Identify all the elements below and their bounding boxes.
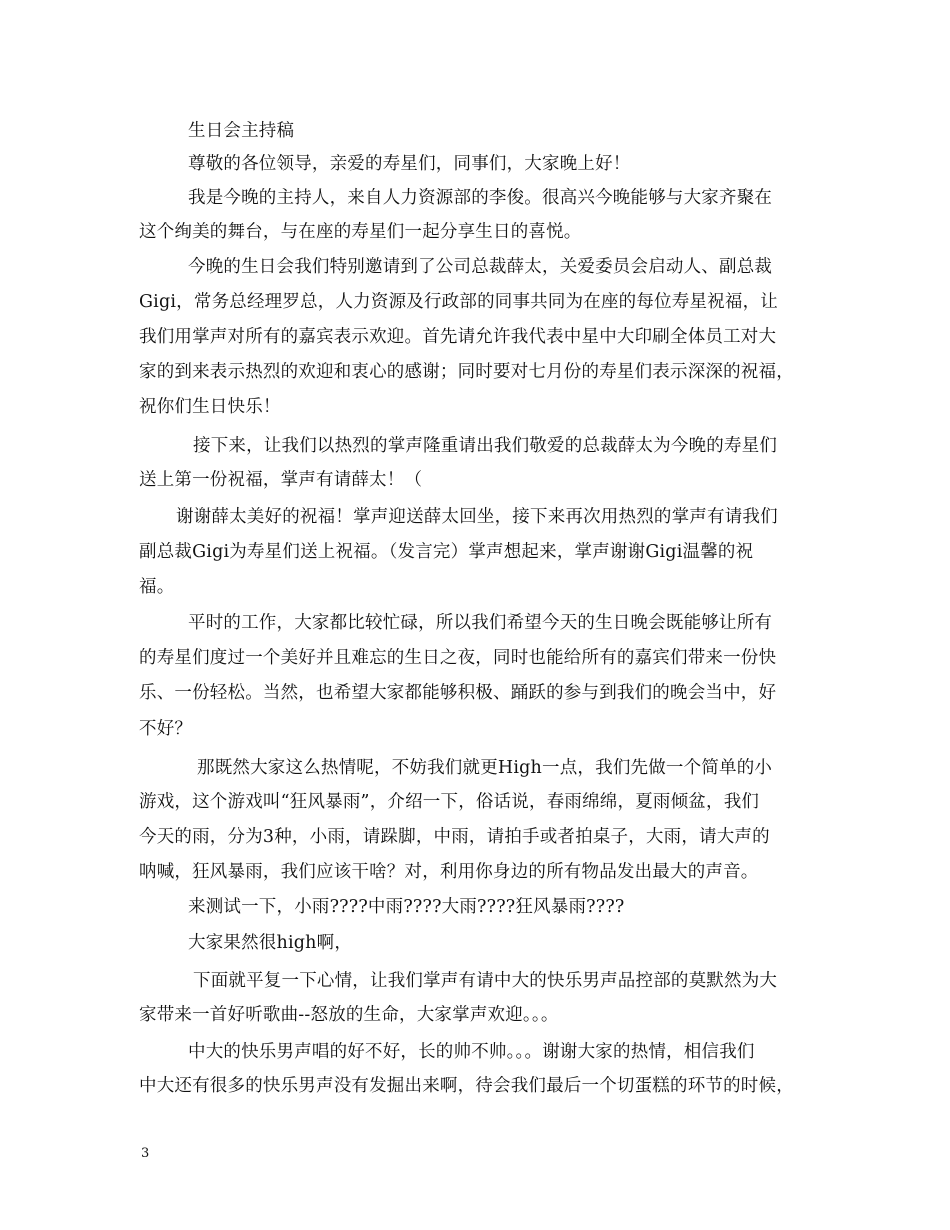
document-title: 生日会主持稿 xyxy=(188,121,295,141)
paragraph-line: 今晚的生日会我们特别邀请到了公司总裁薛太，关爱委员会启动人、副总裁 xyxy=(188,257,773,277)
paragraph-line: 来测试一下，小雨????中雨????大雨????狂风暴雨???? xyxy=(188,897,625,917)
paragraph-line: 中大的快乐男声唱的好不好，长的帅不帅。。。谢谢大家的热情，相信我们 xyxy=(188,1042,755,1062)
paragraph-line: 游戏，这个游戏叫“狂风暴雨”，介绍一下，俗话说，春雨绵绵，夏雨倾盆，我们 xyxy=(139,792,760,812)
paragraph-line: 呐喊，狂风暴雨，我们应该干啥？对，利用你身边的所有物品发出最大的声音。 xyxy=(139,862,759,882)
paragraph-line: 今天的雨，分为3种，小雨，请跺脚，中雨，请拍手或者拍桌子，大雨，请大声的 xyxy=(139,827,770,847)
paragraph-line: 不好？ xyxy=(139,719,193,739)
paragraph-line: 福。 xyxy=(139,577,175,597)
paragraph-line: 家的到来表示热烈的欢迎和衷心的感谢；同时要对七月份的寿星们表示深深的祝福， xyxy=(139,362,794,382)
paragraph-line: 我们用掌声对所有的嘉宾表示欢迎。首先请允许我代表中星中大印刷全体员工对大 xyxy=(139,327,777,347)
paragraph-line: 这个绚美的舞台，与在座的寿星们一起分享生日的喜悦。 xyxy=(139,222,582,242)
page-number: 3 xyxy=(141,1146,150,1161)
paragraph-line: 谢谢薛太美好的祝福！掌声迎送薛太回坐，接下来再次用热烈的掌声有请我们 xyxy=(176,507,778,527)
paragraph-line: 下面就平复一下心情，让我们掌声有请中大的快乐男声品控部的莫默然为大 xyxy=(193,971,778,991)
paragraph-line: 祝你们生日快乐！ xyxy=(139,397,281,417)
paragraph-line: 送上第一份祝福，掌声有请薛太！（ xyxy=(139,470,423,490)
paragraph-line: 乐、一份轻松。当然，也希望大家都能够积极、踊跃的参与到我们的晚会当中，好 xyxy=(139,683,777,703)
paragraph-line: 那既然大家这么热情呢，不妨我们就更High一点，我们先做一个简单的小 xyxy=(197,758,773,778)
paragraph-line: 家带来一首好听歌曲--怒放的生命，大家掌声欢迎。。。 xyxy=(139,1005,559,1025)
paragraph-line: 我是今晚的主持人，来自人力资源部的李俊。很高兴今晚能够与大家齐聚在 xyxy=(188,188,773,208)
paragraph-line: 尊敬的各位领导，亲爱的寿星们，同事们，大家晚上好！ xyxy=(188,154,631,174)
paragraph-line: 平时的工作，大家都比较忙碌，所以我们希望今天的生日晚会既能够让所有 xyxy=(188,613,773,633)
paragraph-line: Gigi，常务总经理罗总，人力资源及行政部的同事共同为在座的每位寿星祝福，让 xyxy=(139,292,778,312)
paragraph-line: 接下来，让我们以热烈的掌声隆重请出我们敬爱的总裁薛太为今晚的寿星们 xyxy=(193,436,778,456)
paragraph-line: 的寿星们度过一个美好并且难忘的生日之夜，同时也能给所有的嘉宾们带来一份快 xyxy=(139,648,777,668)
paragraph-line: 中大还有很多的快乐男声没有发掘出来啊，待会我们最后一个切蛋糕的环节的时候， xyxy=(139,1076,794,1096)
paragraph-line: 大家果然很high啊， xyxy=(188,933,353,953)
paragraph-line: 副总裁Gigi为寿星们送上祝福。（发言完）掌声想起来，掌声谢谢Gigi温馨的祝 xyxy=(139,542,754,562)
